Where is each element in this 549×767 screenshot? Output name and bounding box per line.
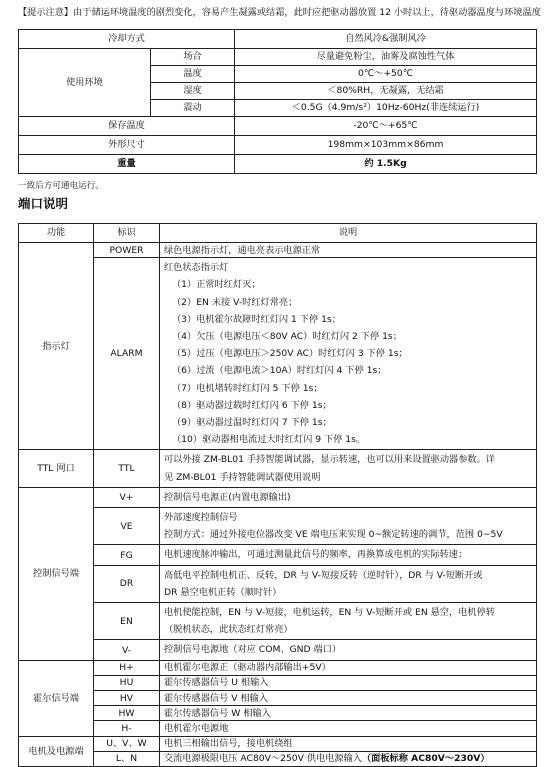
port-row-motor xyxy=(19,751,537,766)
port-row-ttl xyxy=(19,450,537,487)
env-param-value: 尽量避免粉尘，油雾及腐蚀性气体 xyxy=(235,49,537,66)
weight-label: 重量 xyxy=(19,155,235,174)
alarm-line: （8）驱动器过载时红灯闪 6 下停 1s； xyxy=(172,399,332,411)
mark-motor: U、V、W xyxy=(94,736,160,751)
header-mark: 标识 xyxy=(94,224,160,243)
mark-motor: L、N xyxy=(94,751,160,766)
port-row-control xyxy=(19,640,537,660)
control-line: 控制信号电源正(内置电源输出) xyxy=(164,491,291,503)
mark-control: DR xyxy=(94,565,160,602)
header-function: 功能 xyxy=(19,224,94,243)
mark-power: POWER xyxy=(94,243,160,258)
desc-hall: 电机霍尔电源正（驱动器内部输出+5V） xyxy=(160,660,537,675)
desc-hall: 电机霍尔电源地 xyxy=(160,721,537,736)
port-row-hall xyxy=(19,691,537,706)
size-label: 外形尺寸 xyxy=(19,136,235,155)
cooling-value: 自然风冷&强制风冷 xyxy=(235,30,537,49)
alarm-line: （3）电机霍尔故障时红灯闪 1 下停 1s； xyxy=(172,313,341,325)
alarm-line: （7）电机堵转时红灯闪 5 下停 1s； xyxy=(172,382,323,394)
mark-hall: HU xyxy=(94,675,160,690)
port-row-control xyxy=(19,603,537,640)
port-row-hall xyxy=(19,660,537,675)
env-param-value: ＜0.5G（4.9m/s²）10Hz-60Hz(非连续运行) xyxy=(235,100,537,117)
desc-hall: 霍尔传感器信号 U 相输入 xyxy=(160,675,537,690)
weight-value: 约 1.5Kg xyxy=(235,155,537,174)
hall-signal-label: 霍尔信号端 xyxy=(19,660,94,736)
supply-voltage-text: 交流电源极限电压 AC80V～250V 供电电源输入 xyxy=(164,753,362,765)
desc-control xyxy=(160,565,537,602)
control-line: 电机速度脉冲输出，可通过测量此信号的频率，再换算成电机的实际转速； xyxy=(164,549,468,561)
alarm-line: （9）驱动器过温时红灯闪 7 下停 1s； xyxy=(172,417,332,429)
env-param-name: 温度 xyxy=(151,66,235,83)
env-row-cooling xyxy=(19,30,537,49)
power-on-note: 一致后方可通电运行。 xyxy=(18,181,104,191)
alarm-line: （5）过压（电源电压＞250V AC）时红灯闪 3 下停 1s； xyxy=(172,348,408,360)
storage-notice: 【提示注意】由于储运环境温度的剧烈变化，容易产生凝露或结霜，此时应把驱动器放置 12 小时以上，待驱动器温度与环境温度 xyxy=(18,7,541,18)
ttl-label: TTL 网口 xyxy=(19,450,94,487)
mark-hall: HW xyxy=(94,706,160,721)
mark-hall: HV xyxy=(94,691,160,706)
alarm-line: （4）欠压（电源电压＜80V AC）时红灯闪 2 下停 1s； xyxy=(172,331,402,342)
env-param-value: ＜80%RH，无凝露，无结霜 xyxy=(235,83,537,100)
alarm-title: 红色状态指示灯 xyxy=(164,262,229,274)
port-row-motor xyxy=(19,736,537,751)
panel-rating-highlight: （面板标称 AC80V～230V） xyxy=(362,753,490,765)
port-row-control xyxy=(19,487,537,507)
mark-hall: H+ xyxy=(94,660,160,675)
port-row-alarm xyxy=(19,258,537,450)
section-title: 端口说明 xyxy=(18,196,69,211)
ttl-line: 可以外接 ZM-BL01 手持智能调试器，显示转速，也可以用来设置驱动器参数。详 xyxy=(164,454,495,466)
port-table xyxy=(18,223,537,767)
mark-control: V+ xyxy=(94,487,160,507)
control-line: 控制信号电源地（对应 COM、GND 端口） xyxy=(164,644,342,656)
desc-control xyxy=(160,603,537,640)
port-row-hall xyxy=(19,721,537,736)
size-value: 198mm×103mm×86mm xyxy=(235,136,537,155)
header-description: 说明 xyxy=(160,224,537,243)
alarm-line: （1）正常时红灯灭； xyxy=(172,279,261,291)
use-env-label: 使用环境 xyxy=(19,49,151,117)
port-row-control xyxy=(19,545,537,565)
env-param-name: 场合 xyxy=(151,49,235,66)
desc-alarm xyxy=(160,258,537,450)
mark-ttl: TTL xyxy=(94,450,160,487)
mark-control: VE xyxy=(94,508,160,545)
environment-table xyxy=(18,29,537,174)
env-param-name: 震动 xyxy=(151,100,235,117)
control-line: DR 悬空电机正转（顺时针） xyxy=(164,586,282,598)
control-line: 控制方式：通过外接电位器改变 VE 端电压来实现 0~额定转速的调节，范围 0~5V xyxy=(164,529,503,541)
control-line: （脱机状态，此状态红灯常亮） xyxy=(164,624,293,636)
port-row-hall xyxy=(19,706,537,721)
desc-motor: 电机三相输出信号，接电机绕组 xyxy=(160,736,537,751)
cooling-label: 冷却方式 xyxy=(19,30,235,49)
mark-control: EN xyxy=(94,603,160,640)
port-row-hall xyxy=(19,675,537,690)
env-param-name: 湿度 xyxy=(151,83,235,100)
motor-power-label: 电机及电源端 xyxy=(19,736,94,766)
env-row-size xyxy=(19,136,537,155)
env-param-value: 0℃～+50℃ xyxy=(235,66,537,83)
desc-control xyxy=(160,487,537,507)
control-line: 电机使能控制，EN 与 V-短接，电机运转，EN 与 V-短断开或 EN 悬空，电机停转 xyxy=(164,607,495,619)
control-line: 高低电平控制电机正、反转，DR 与 V-短接反转（逆时针），DR 与 V-短断开或 xyxy=(164,569,483,581)
port-row-power xyxy=(19,243,537,258)
ttl-line: 见 ZM-BL01 手持智能调试器使用说明 xyxy=(164,471,321,483)
desc-control xyxy=(160,508,537,545)
desc-control xyxy=(160,545,537,565)
port-row-control xyxy=(19,565,537,602)
control-line: 外部速度控制信号 xyxy=(164,512,238,524)
alarm-line: （10）驱动器相电流过大时红灯闪 9 下停 1s。 xyxy=(172,434,366,446)
desc-motor xyxy=(160,751,537,766)
indicator-label: 指示灯 xyxy=(19,243,94,450)
mark-alarm: ALARM xyxy=(94,258,160,450)
mark-hall: H- xyxy=(94,721,160,736)
port-row-control xyxy=(19,508,537,545)
mark-control: V- xyxy=(94,640,160,660)
desc-hall: 霍尔传感器信号 V 相输入 xyxy=(160,691,537,706)
storage-label: 保存温度 xyxy=(19,117,235,136)
mark-control: FG xyxy=(94,545,160,565)
storage-value: -20℃～+65℃ xyxy=(235,117,537,136)
alarm-line: （2）EN 未接 V-时红灯常亮； xyxy=(172,296,298,308)
env-row xyxy=(19,49,537,66)
alarm-line: （6）过流（电源电流＞10A）时红灯闪 4 下停 1s； xyxy=(172,365,387,377)
desc-control xyxy=(160,640,537,660)
desc-hall: 霍尔传感器信号 W 相输入 xyxy=(160,706,537,721)
port-header-row xyxy=(19,224,537,243)
control-signal-label: 控制信号端 xyxy=(19,487,94,660)
desc-power: 绿色电源指示灯，通电亮表示电源正常 xyxy=(160,243,537,258)
env-row-storage xyxy=(19,117,537,136)
desc-ttl xyxy=(160,450,537,487)
env-row-weight xyxy=(19,155,537,174)
